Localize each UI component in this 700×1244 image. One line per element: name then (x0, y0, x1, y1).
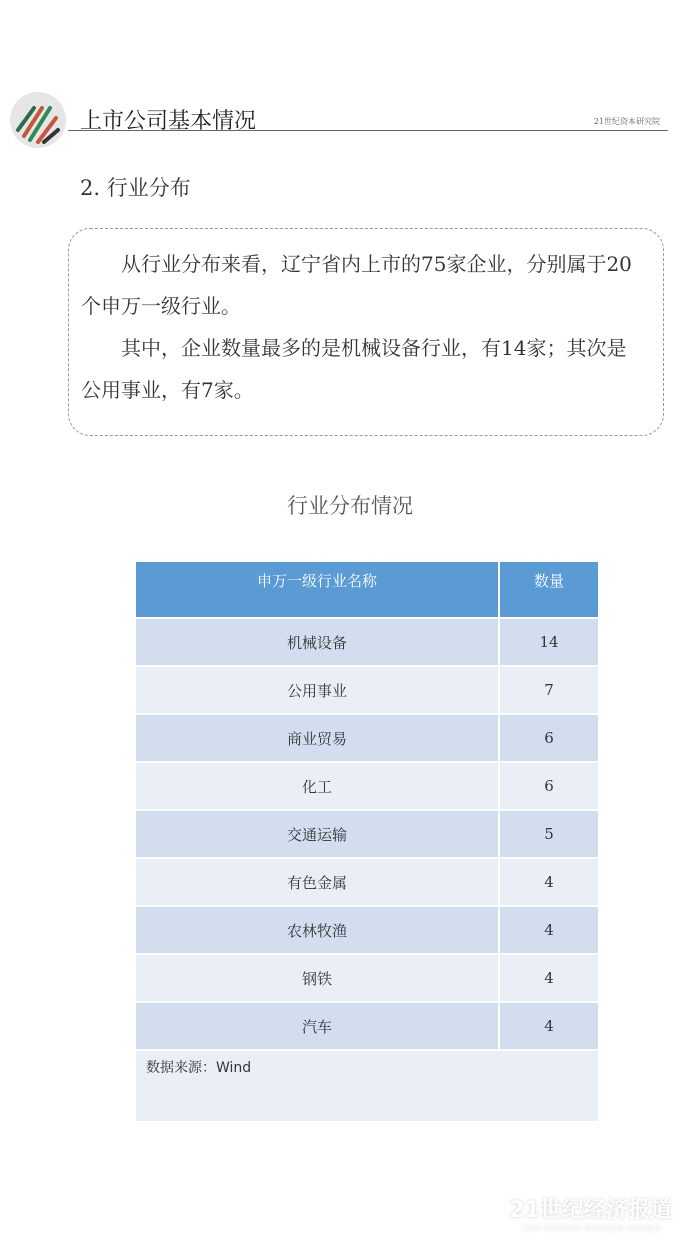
section-title: 2. 行业分布 (80, 176, 191, 200)
count-cell: 4 (499, 1002, 599, 1050)
table-row (135, 906, 599, 954)
industry-cell: 化工 (135, 762, 499, 810)
count-cell: 5 (499, 810, 599, 858)
table-row (135, 1002, 599, 1050)
table-row (135, 666, 599, 714)
count-cell: 6 (499, 762, 599, 810)
table-row (135, 810, 599, 858)
count-cell: 14 (499, 618, 599, 666)
summary-paragraph: 从行业分布来看，辽宁省内上市的75家企业，分别属于20个申万一级行业。 (81, 252, 632, 318)
header-industry: 申万一级行业名称 (135, 561, 499, 618)
table-row (135, 858, 599, 906)
count-cell: 4 (499, 906, 599, 954)
count-cell: 4 (499, 858, 599, 906)
table-header-row (135, 561, 599, 618)
watermark (509, 1193, 672, 1233)
industry-cell: 公用事业 (135, 666, 499, 714)
watermark-en: 21ST CENTURY BUSINESS HERALD (521, 1224, 660, 1233)
header-institute: 21世纪资本研究院 (593, 117, 660, 126)
data-source: 数据来源：Wind (135, 1050, 599, 1122)
header-divider (68, 130, 668, 131)
industry-cell: 钢铁 (135, 954, 499, 1002)
industry-cell: 商业贸易 (135, 714, 499, 762)
count-cell: 6 (499, 714, 599, 762)
industry-cell: 交通运输 (135, 810, 499, 858)
industry-cell: 机械设备 (135, 618, 499, 666)
watermark-cn: 21世纪经济报道 (509, 1198, 672, 1223)
count-cell: 7 (499, 666, 599, 714)
table-row (135, 954, 599, 1002)
header-title: 上市公司基本情况 (80, 109, 257, 134)
source-row (135, 1050, 599, 1122)
table-title: 行业分布情况 (287, 494, 413, 518)
industry-table (134, 560, 600, 1123)
header-count: 数量 (499, 561, 599, 618)
table-row (135, 618, 599, 666)
summary-box (68, 228, 664, 436)
count-cell: 4 (499, 954, 599, 1002)
logo-icon (10, 92, 66, 148)
table-row (135, 762, 599, 810)
industry-cell: 汽车 (135, 1002, 499, 1050)
summary-paragraph: 其中，企业数量最多的是机械设备行业，有14家；其次是公用事业，有7家。 (81, 336, 627, 402)
industry-cell: 农林牧渔 (135, 906, 499, 954)
table-row (135, 714, 599, 762)
industry-cell: 有色金属 (135, 858, 499, 906)
